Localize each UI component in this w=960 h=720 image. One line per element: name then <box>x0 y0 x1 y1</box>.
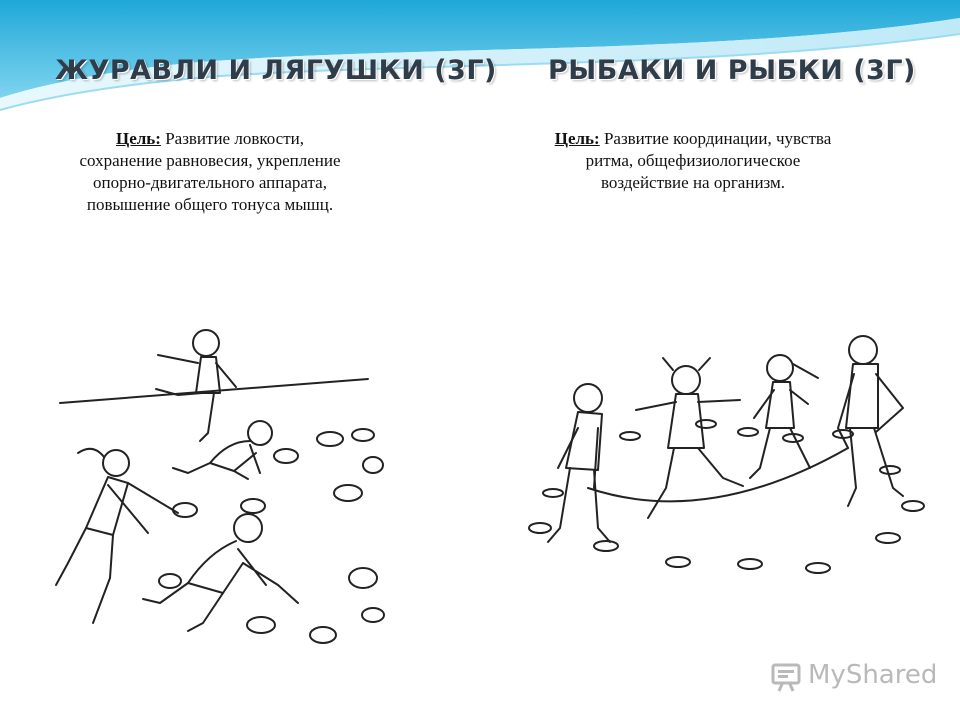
presentation-board-icon <box>770 660 802 692</box>
goal-label: Цель: <box>554 129 600 148</box>
goal-description-left <box>75 128 345 216</box>
game-title-cranes-and-frogs: ЖУРАВЛИ И ЛЯГУШКИ (3Г) <box>55 55 497 86</box>
goal-description-right <box>548 128 838 194</box>
goal-text: Развитие ловкости, сохранение равновесия, укрепление опорно-двигательного аппарата, повышение общего тонуса мышц. <box>79 129 341 214</box>
fishermen-and-fish-illustration <box>518 328 940 590</box>
goal-label: Цель: <box>115 129 161 148</box>
myshared-watermark <box>770 658 938 694</box>
cranes-and-frogs-illustration <box>38 323 400 655</box>
goal-text: Развитие координации, чувства ритма, общефизиологическое воздействие на организм. <box>585 129 832 192</box>
watermark-text: MyShared <box>808 660 938 690</box>
game-title-fishermen-and-fish: РЫБАКИ И РЫБКИ (3Г) <box>548 55 916 86</box>
